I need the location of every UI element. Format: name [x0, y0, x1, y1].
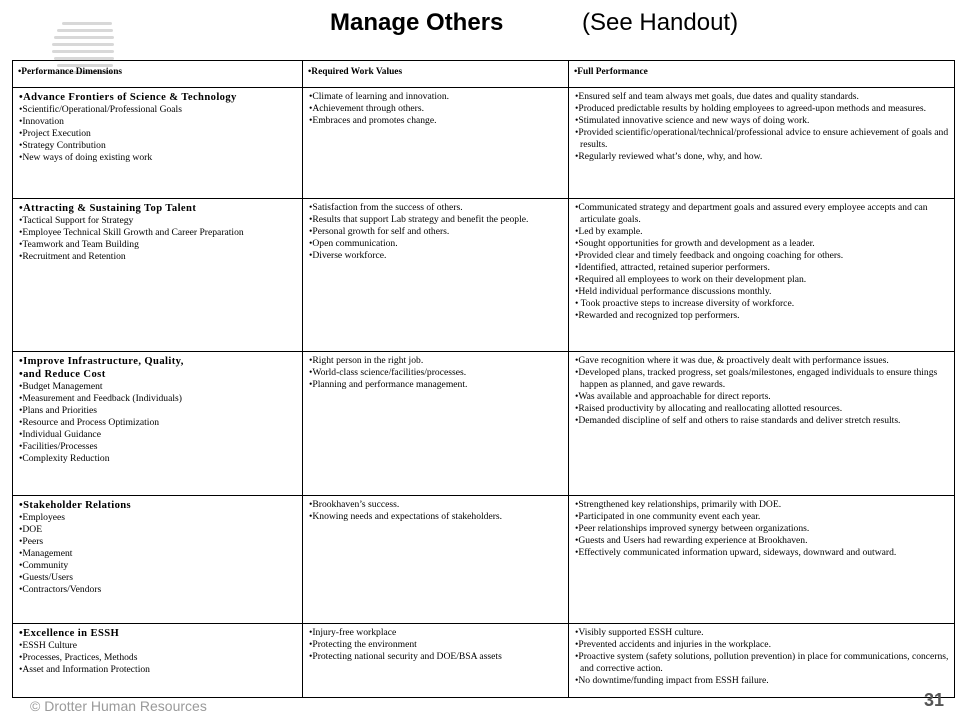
dimension-item: • Facilities/Processes: [18, 441, 297, 453]
table-row: [13, 87, 955, 198]
dimension-item: • Employees: [18, 512, 297, 524]
page-number: 31: [924, 690, 945, 710]
full-performance-item: • Produced predictable results by holding employees to agreed-upon methods and measures.: [574, 103, 949, 115]
full-performance-item: • Raised productivity by allocating and reallocating allotted resources.: [574, 403, 949, 415]
full-performance-item: • Led by example.: [574, 226, 949, 238]
table-row: [13, 199, 955, 352]
dimension-cell: [13, 495, 303, 623]
work-values-cell: [303, 623, 569, 697]
dimension-item: • Budget Management: [18, 381, 297, 393]
dimension-item: • Community: [18, 560, 297, 572]
dimension-title: • Excellence in ESSH: [18, 627, 297, 640]
full-performance-item: • Gave recognition where it was due, & proactively dealt with performance issues.: [574, 355, 949, 367]
dimension-title: • Stakeholder Relations: [18, 499, 297, 512]
dimension-item: • Strategy Contribution: [18, 140, 297, 152]
full-performance-item: • Held individual performance discussions monthly.: [574, 286, 949, 298]
dimension-item: • Tactical Support for Strategy: [18, 215, 297, 227]
full-performance-item: • Developed plans, tracked progress, set goals/milestones, engaged individuals to ensure things happen as planned, and gave rewards.: [574, 367, 949, 391]
full-performance-item: • Ensured self and team always met goals, due dates and quality standards.: [574, 91, 949, 103]
work-value-item: • Planning and performance management.: [308, 379, 563, 391]
full-performance-item: • Took proactive steps to increase diversity of workforce.: [574, 298, 949, 310]
full-performance-item: • Provided scientific/operational/technical/professional advice to ensure achievement of goals and results.: [574, 127, 949, 151]
work-value-item: • Satisfaction from the success of others.: [308, 202, 563, 214]
full-performance-item: • Was available and approachable for direct reports.: [574, 391, 949, 403]
dimension-item: • Peers: [18, 536, 297, 548]
work-value-item: • Right person in the right job.: [308, 355, 563, 367]
full-performance-item: • Guests and Users had rewarding experience at Brookhaven.: [574, 535, 949, 547]
work-value-item: • Results that support Lab strategy and benefit the people.: [308, 214, 563, 226]
work-value-item: • Personal growth for self and others.: [308, 226, 563, 238]
full-performance-item: • Strengthened key relationships, primarily with DOE.: [574, 499, 949, 511]
dimension-cell: [13, 87, 303, 198]
table-row: [13, 623, 955, 697]
work-value-item: • Brookhaven’s success.: [308, 499, 563, 511]
work-value-item: • Open communication.: [308, 238, 563, 250]
title-main: Manage Others: [330, 9, 504, 36]
table-row: [13, 495, 955, 623]
dimension-item: • Individual Guidance: [18, 429, 297, 441]
table-header-row: [13, 61, 955, 88]
header-full-performance: • Full Performance: [569, 61, 955, 88]
full-performance-item: • Proactive system (safety solutions, pollution prevention) in place for communications, concerns, and corrective action.: [574, 651, 949, 675]
full-performance-item: • Sought opportunities for growth and development as a leader.: [574, 238, 949, 250]
dimension-item: • Contractors/Vendors: [18, 584, 297, 596]
full-performance-item: • Required all employees to work on their development plan.: [574, 274, 949, 286]
dimension-item: • Recruitment and Retention: [18, 251, 297, 263]
dimension-item: • New ways of doing existing work: [18, 152, 297, 164]
full-performance-item: • Identified, attracted, retained superior performers.: [574, 262, 949, 274]
work-values-cell: [303, 199, 569, 352]
dimension-cell: [13, 199, 303, 352]
dimension-title: • Attracting & Sustaining Top Talent: [18, 202, 297, 215]
full-performance-item: • Participated in one community event each year.: [574, 511, 949, 523]
dimension-item: • Resource and Process Optimization: [18, 417, 297, 429]
work-value-item: • Achievement through others.: [308, 103, 563, 115]
dimension-title: • Advance Frontiers of Science & Technology: [18, 91, 297, 104]
dimension-item: • Project Execution: [18, 128, 297, 140]
header-performance-dimensions: • Performance Dimensions: [13, 61, 303, 88]
dimension-item: • Plans and Priorities: [18, 405, 297, 417]
copyright-footer: © Drotter Human Resources: [30, 698, 207, 714]
dimension-item: • DOE: [18, 524, 297, 536]
dimension-item: • Asset and Information Protection: [18, 664, 297, 676]
dimension-item: • Innovation: [18, 116, 297, 128]
dimension-item: • Measurement and Feedback (Individuals): [18, 393, 297, 405]
dimension-title: • and Reduce Cost: [18, 368, 297, 381]
full-performance-item: • Provided clear and timely feedback and ongoing coaching for others.: [574, 250, 949, 262]
work-values-cell: [303, 351, 569, 495]
title-subtitle: (See Handout): [582, 9, 739, 36]
dimension-item: • Guests/Users: [18, 572, 297, 584]
dimension-item: • Processes, Practices, Methods: [18, 652, 297, 664]
full-performance-item: • Demanded discipline of self and others to raise standards and deliver stretch results.: [574, 415, 949, 427]
full-performance-item: • Communicated strategy and department goals and assured every employee accepts and can articulate goals.: [574, 202, 949, 226]
full-performance-cell: [569, 199, 955, 352]
work-value-item: • Climate of learning and innovation.: [308, 91, 563, 103]
work-values-cell: [303, 495, 569, 623]
dimension-title: • Improve Infrastructure, Quality,: [18, 355, 297, 368]
full-performance-item: • Effectively communicated information upward, sideways, downward and outward.: [574, 547, 949, 559]
work-value-item: • Embraces and promotes change.: [308, 115, 563, 127]
dimension-item: • Teamwork and Team Building: [18, 239, 297, 251]
header-required-work-values: • Required Work Values: [303, 61, 569, 88]
full-performance-item: • Peer relationships improved synergy between organizations.: [574, 523, 949, 535]
full-performance-item: • Visibly supported ESSH culture.: [574, 627, 949, 639]
full-performance-item: • Stimulated innovative science and new ways of doing work.: [574, 115, 949, 127]
work-value-item: • Injury-free workplace: [308, 627, 563, 639]
full-performance-item: • Regularly reviewed what’s done, why, and how.: [574, 151, 949, 163]
work-value-item: • Diverse workforce.: [308, 250, 563, 262]
table-row: [13, 351, 955, 495]
full-performance-cell: [569, 351, 955, 495]
dimension-cell: [13, 623, 303, 697]
dimension-item: • Employee Technical Skill Growth and Career Preparation: [18, 227, 297, 239]
work-value-item: • Protecting the environment: [308, 639, 563, 651]
full-performance-cell: [569, 87, 955, 198]
work-value-item: • World-class science/facilities/processes.: [308, 367, 563, 379]
work-value-item: • Knowing needs and expectations of stakeholders.: [308, 511, 563, 523]
work-values-cell: [303, 87, 569, 198]
work-value-item: • Protecting national security and DOE/BSA assets: [308, 651, 563, 663]
performance-table: [12, 60, 955, 698]
full-performance-item: • Prevented accidents and injuries in the workplace.: [574, 639, 949, 651]
full-performance-item: • Rewarded and recognized top performers.: [574, 310, 949, 322]
page-title: [0, 6, 960, 42]
full-performance-cell: [569, 623, 955, 697]
dimension-item: • Management: [18, 548, 297, 560]
dimension-item: • Scientific/Operational/Professional Goals: [18, 104, 297, 116]
dimension-item: • Complexity Reduction: [18, 453, 297, 465]
full-performance-item: • No downtime/funding impact from ESSH failure.: [574, 675, 949, 687]
full-performance-cell: [569, 495, 955, 623]
dimension-item: • ESSH Culture: [18, 640, 297, 652]
dimension-cell: [13, 351, 303, 495]
